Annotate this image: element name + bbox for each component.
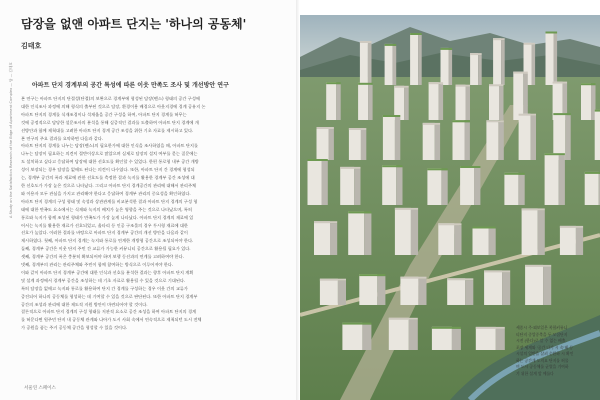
apartment-building-side (368, 85, 373, 120)
body-line: 아파트 단지 경계의 구성 형태 및 속성과 상관관계를 비교분석한 결과 아파트 단지 경계의 구성 형 (21, 198, 198, 204)
apartment-building-side (322, 161, 328, 205)
apartment-building-side (364, 213, 371, 255)
apartment-roof (522, 208, 545, 210)
apartment-building (522, 208, 538, 255)
apartment-building-side (418, 279, 426, 305)
apartment-building-side (396, 167, 402, 205)
apartment-roof (382, 165, 402, 167)
apartment-roof (546, 32, 558, 34)
apartment-building-side (454, 225, 461, 255)
body-line: 특히 담장을 없애고 녹지와 통로를 활용하여 단지 간 경계를 구성하는 경우 이웃 간의 교류가 (21, 285, 188, 291)
apartment-building (340, 167, 354, 205)
apartment-building-side (330, 223, 337, 255)
apartment-building-side (329, 129, 334, 160)
running-header-text: A Study on the Satisfaction Research of the Edge of Apartment Complex — 담 — 김태호 (9, 62, 13, 218)
body-line: 및 설계 과정에서 경계부 공간을 조성하는 데 기초 자료로 활용될 수 있을 것으로 기대된다. (21, 277, 186, 283)
apartment-building (348, 211, 364, 255)
apartment-roof (432, 327, 461, 329)
body-line: 이와 같이 아파트 단지 경계부 공간에 대한 인식과 선호를 분석한 결과는 향후 아파트 단지 계획 (21, 269, 194, 275)
apartment-roof (326, 82, 341, 84)
apartment-building (395, 208, 411, 255)
apartment-building-side (576, 228, 583, 255)
body-line: 통로와 녹지가 함께 조성된 형태가 만족도가 가장 높게 나타났다. 아파트 단지 경계의 재료에 있 (21, 214, 194, 220)
body-line: 성이 보장되는 경우 담장을 없애도 된다는 의견이 다수였다. 또한, 아파트 단지 간 경계에 형성되 (21, 167, 195, 173)
apartment-building-side (565, 115, 570, 160)
apartment-building-side (465, 122, 470, 160)
apartment-building-side (411, 210, 418, 255)
body-line: 도 설치하고 싶다고 응답하여 담장에 대한 선호도를 확인할 수 있었다. 한편 통로형 내부 공간 개방 (21, 159, 199, 165)
page-footer: 서울연 스페이스 (24, 386, 56, 391)
apartment-building-side (338, 281, 346, 305)
apartment-building (546, 32, 554, 86)
apartment-building-side (543, 267, 551, 305)
apartment-roof (513, 72, 528, 74)
body-line: 셋째, 경계부 공간의 폭은 충분히 확보되어야 하며 보행 동선과의 연계를 고려하여야 한다. (21, 254, 184, 260)
apartment-roof (486, 120, 503, 122)
apartment-roof (470, 53, 482, 55)
apartment-building-side (474, 168, 480, 205)
apartment-roof (519, 114, 536, 116)
apartment-building (389, 318, 409, 350)
apartment-building-side (449, 50, 453, 85)
apartment-building (493, 38, 501, 85)
apartment-building-side (499, 86, 504, 120)
apartment-building-side (466, 87, 471, 120)
body-line: 넷째, 경계부의 관리는 관리주체와 주민이 함께 참여하는 방식으로 이루어져야 한다. (21, 262, 174, 268)
apartment-building (453, 120, 465, 160)
apartment-building (489, 84, 499, 120)
apartment-building (525, 265, 543, 305)
apartment-building (349, 128, 361, 160)
body-line: 결론적으로 아파트 단지 경계의 구성 형태를 저관적 요소로 공간 조성을 하여 아파트 단지의 경계 (21, 309, 197, 315)
caption-line: 며 도시 공동체를 균열을 기여하 (516, 364, 569, 369)
apartment-building-side (368, 43, 372, 85)
apartment-building-side (336, 84, 341, 120)
apartment-roof (360, 41, 372, 43)
figure-caption (516, 325, 581, 377)
body-line: 선방안과 함께 제척대를 고려한 아파트 단지 경계 공간 조성을 위한 기초 자료를 제시하고 있다. (21, 127, 194, 133)
apartment-building (427, 168, 441, 205)
apartment-building (447, 278, 465, 305)
apartment-building-side (409, 320, 418, 350)
apartment-building (432, 327, 452, 350)
apartment-building-side (559, 155, 565, 205)
body-line: 본 연구는 아파트 단지의 단절성(단절)의 보완으로 경계부에 형성된 담장(펜스) 형태의 공간 구성에 (21, 96, 200, 101)
apartment-roof (394, 86, 409, 88)
apartment-building (320, 279, 338, 305)
apartment-roof (545, 153, 565, 155)
apartment-roof (489, 84, 504, 86)
apartment-building (359, 274, 377, 305)
apartment-building-side (498, 122, 503, 160)
caption-line: 시전 (한다)로 알 수 없는 배출, (516, 338, 567, 343)
article-subtitle: 아파트 단지 경계부의 공간 특성에 따른 이웃 만족도 조사 및 개선방안 연구 (32, 82, 229, 89)
body-line: 대한 인식조사 과정에 의해 형식의 출부된 것으로 담장, 환경이용 배경으로 아웃지경에 경계 공유지 논 (21, 103, 206, 109)
apartment-roof (476, 327, 505, 329)
article-body (21, 95, 283, 332)
apartment-building (504, 173, 518, 205)
apartment-building-side (478, 55, 482, 85)
apartment-roof (441, 48, 453, 50)
body-line: 한 선호도가 가장 높은 것으로 나타났다. 그리고 아파트 단지 경계공간의 관리에 대해서 관리주체 (21, 182, 197, 188)
apartment-roof (317, 127, 334, 129)
apartment-roof (473, 227, 496, 229)
apartment-building (400, 277, 418, 305)
apartment-building-side (395, 117, 400, 160)
apartment-roof (427, 168, 447, 170)
apartment-building-side (518, 175, 524, 205)
body-line: 나누는 담장이 필요하는 의견이 절반이상으로 많았으며 실제로 담장의 설치 여부를 묻는 질문에는 (21, 151, 198, 157)
left-page (0, 0, 298, 400)
apartment-building-side (502, 272, 510, 305)
apartment-roof (429, 82, 444, 84)
apartment-roof (438, 223, 461, 225)
apartment-building-side (441, 170, 447, 205)
apartment-building (358, 83, 368, 120)
apartment-roof (595, 110, 600, 112)
apartment-building (429, 82, 439, 120)
apartment-building (486, 120, 498, 160)
apartment-building (581, 83, 591, 120)
body-line: 를 허문다면 원주민 단지 내 공동체 관계와 나아가 도시 사회 속에서 연속적으로 제척되던 도시 전체 (21, 317, 202, 323)
apartment-building-side (538, 210, 545, 255)
caption-line: 포장 세계와 '공간 나기 시 속'해 등 (516, 344, 574, 350)
caption-line: 기 위한 설계 앞 예를다 (516, 370, 554, 376)
apartment-building (470, 53, 478, 85)
apartment-building-side (362, 325, 371, 350)
apartment-roof (359, 274, 385, 276)
apartment-roof (349, 128, 366, 130)
apartment-building (553, 113, 565, 160)
apartment-roof (358, 83, 373, 85)
apartment-building-side (418, 35, 422, 85)
apartment-building-side (361, 130, 366, 160)
apartment-roof (553, 82, 568, 84)
apartment-building (382, 165, 396, 205)
apartment-roof (348, 211, 371, 213)
body-line: 가 공원을 품는 주거 공동체 공간을 형성할 수 있을 것이다. (21, 325, 128, 331)
apartment-roof (504, 173, 524, 175)
apartment-roof (493, 38, 505, 40)
apartment-building (484, 270, 502, 305)
apartment-roof (308, 159, 328, 161)
caption-line: 하는 공간개 도지요 단지를 허물 (516, 357, 569, 363)
apartment-building (513, 72, 523, 120)
body-line: 아파트 단지의 경계를 식재조경이나 석재울을 공간 구성을 하여, 아파트 단지 경계를 허무는 (21, 111, 187, 117)
apartment-building (519, 114, 531, 160)
body-line: 것에 공정적으로 담당한 설문조사의 분석을 통해 실증적인 결과를 도출하여 아파트 단지 경계에 개 (21, 119, 199, 125)
apartment-building-side (532, 45, 536, 85)
apartment-building (456, 85, 466, 120)
apartment-building-side (554, 34, 558, 86)
apartment-building (560, 226, 576, 255)
apartment-building-side (496, 329, 505, 350)
apartment-roof (340, 167, 360, 169)
body-line: 본 연구의 주요 결과를 요약하면 다음과 같다. (21, 135, 104, 141)
apartment-roof (342, 323, 371, 325)
apartment-building-side (523, 74, 528, 120)
apartment-building (317, 127, 329, 160)
apartment-building (385, 44, 393, 85)
apartment-building-side (489, 229, 496, 256)
apartment-roof (400, 277, 426, 279)
body-line: 선호가 높았다. 이러한 결과를 바탕으로 아파트 단지 경계부 공간의 개선 방안을 다음과 같이 (21, 230, 188, 236)
body-line: 어서는 녹지를 활용한 재료가 선호되었고, 울타리 등 인공 구조물의 경우 투시형 재료에 대한 (21, 222, 188, 228)
apartment-building (326, 82, 336, 120)
apartment-building-side (393, 46, 397, 85)
caption-line: 시설의 일반을 살펴 순환하 시 확인 (516, 351, 574, 356)
body-line: 증진되어 하나의 공동체를 형성하는 데 기여할 수 있을 것으로 판단된다. 또한 아파트 단지 경계부 (21, 293, 198, 299)
apartment-building-side (435, 125, 440, 160)
body-line: 는, 경계부 공간의 폭과 재료에 관한 선호도를 측정한 결과 녹지를 활용한 경계부 공간 조성에 대 (21, 175, 195, 181)
apartment-roof (423, 123, 440, 125)
apartment-roof (389, 318, 418, 320)
apartment-building-side (439, 84, 444, 120)
apartment-roof (385, 44, 397, 46)
body-line: 태에 대한 만족도 요소에서는 식재와 녹지의 배치가 높은 영향을 주는 것으로 나타났으며, 특히 (21, 206, 193, 212)
apartment-building (585, 172, 599, 205)
apartment-roof (395, 208, 418, 210)
apartment-building-side (452, 329, 461, 350)
apartment-building-side (465, 280, 473, 305)
body-line: 와 이용자 모두 관심을 가지고 관리해야 한다고 응답하여 경계부 관리의 중요성을 확인하였다. (21, 190, 191, 196)
apartment-building (308, 159, 322, 205)
body-line: 공간의 조성과 관리에 대한 제도적 지원 방안이 마련되어야 할 것이다. (21, 301, 148, 307)
apartment-building-side (404, 88, 409, 120)
apartment-roof (560, 226, 583, 228)
apartment-building-side (377, 276, 385, 305)
author-name: 김태호 (21, 42, 42, 50)
apartment-building (438, 223, 454, 255)
body-line: 둘째, 경계부 공간은 이웃 단지 주민 간 교류가 가능한 커뮤니티 공간으로 활용될 필요가 있다. (21, 246, 191, 252)
apartment-roof (585, 172, 600, 174)
apartment-roof (447, 278, 473, 280)
apartment-building (476, 327, 496, 350)
apartment-roof (460, 166, 480, 168)
apartment-building-side (501, 40, 505, 85)
apartment-building (473, 227, 489, 256)
apartment-building (423, 123, 435, 160)
apartment-building (460, 166, 474, 205)
apartment-building (545, 153, 559, 205)
apartment-roof (525, 265, 551, 267)
apartment-roof (320, 279, 346, 281)
apartment-roof (453, 120, 470, 122)
right-page (300, 0, 600, 400)
apartment-building (314, 221, 330, 255)
apartment-roof (524, 43, 536, 45)
apartment-building (595, 110, 600, 160)
apartment-building (383, 115, 395, 160)
body-line: 제시하였다. 첫째, 아파트 단지 경계는 녹지와 통로를 연계한 개방형 공간으로 조성되어야 한다. (21, 238, 194, 244)
apartment-building-side (531, 116, 536, 160)
apartment-building (342, 323, 362, 350)
apartment-roof (410, 33, 422, 35)
apartment-roof (484, 270, 510, 272)
apartment-building (360, 41, 368, 85)
apartment-roof (553, 113, 570, 115)
caption-line: 세종시 주·외보일은 복합커뮤니 (516, 325, 568, 330)
apartment-roof (383, 115, 400, 117)
body-line: 아파트 단지의 경계를 나누는 담장(펜스)의 필요한가에 대한 인식을 조사하였을 때, 아파트 단지를 (21, 143, 199, 149)
apartment-roof (314, 221, 337, 223)
apartment-building (394, 86, 404, 120)
apartment-building (441, 48, 449, 85)
article-title: 담장을 없앤 아파트 단지는 '하나의 공동체' (21, 17, 247, 31)
apartment-roof (456, 85, 471, 87)
running-header (9, 62, 13, 219)
caption-line: 티단지 중앙중축을 두 모집단지 (516, 331, 568, 337)
apartment-building-side (354, 169, 360, 205)
apartment-roof (581, 83, 596, 85)
apartment-building (410, 33, 418, 85)
